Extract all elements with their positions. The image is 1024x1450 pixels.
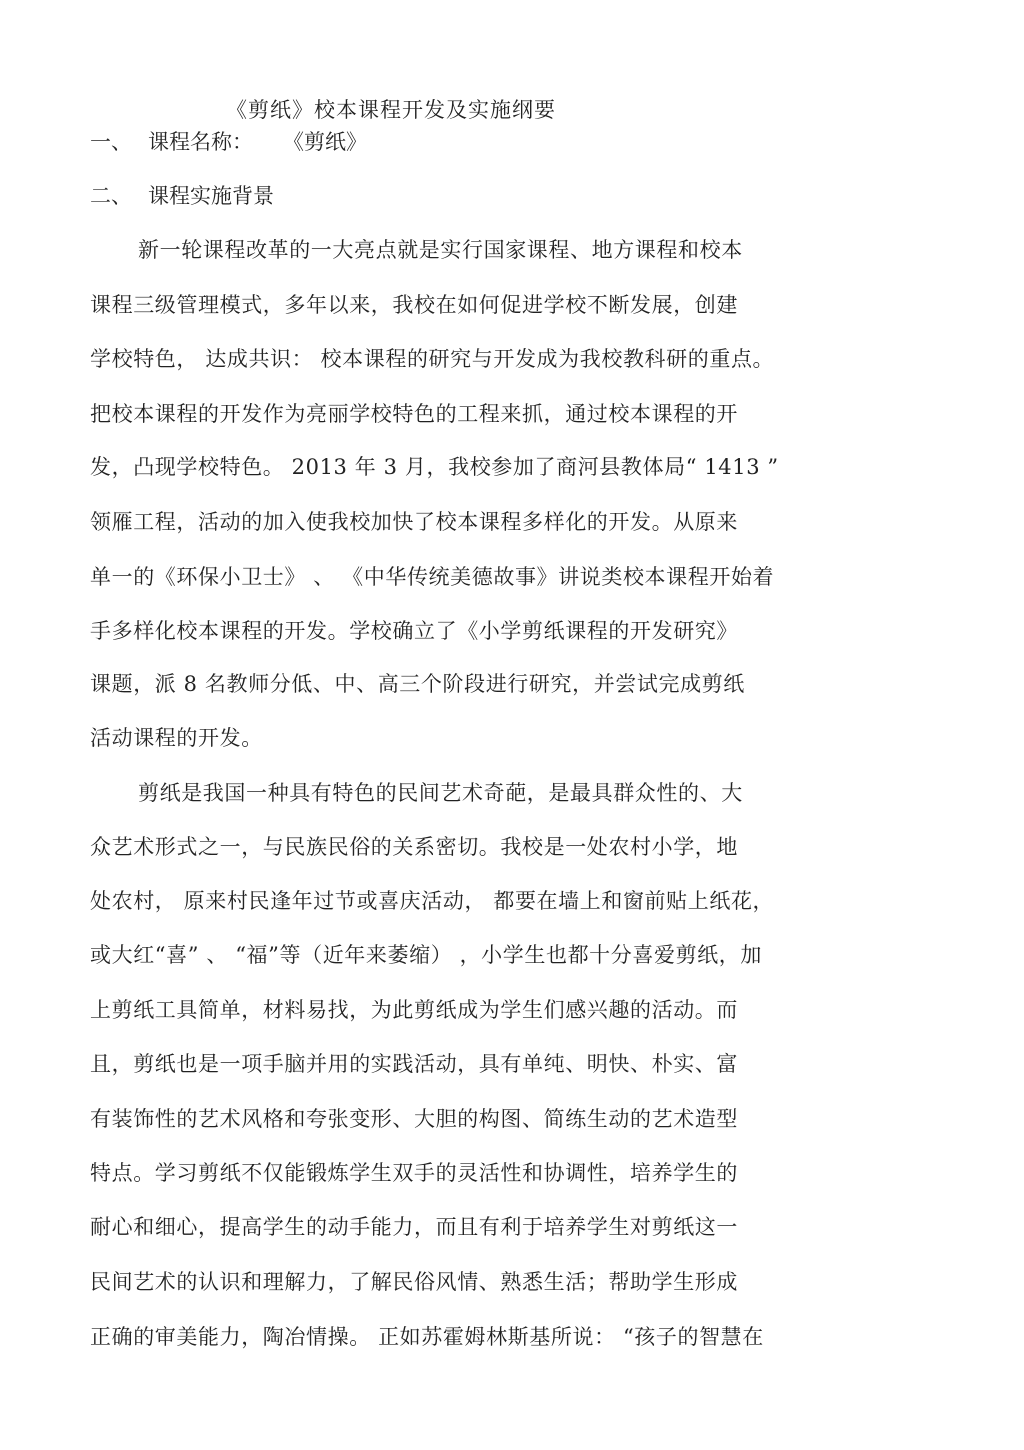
paragraph-line: 剪纸是我国一种具有特色的民间艺术奇葩，是最具群众性的、大: [138, 781, 743, 805]
paragraph-line: 手多样化校本课程的开发。学校确立了《小学剪纸课程的开发研究》: [90, 619, 738, 643]
paragraph-line: 正确的审美能力，陶冶情操。 正如苏霍姆林斯基所说： “孩子的智慧在: [90, 1325, 764, 1349]
paragraph-line: 众艺术形式之一，与民族民俗的关系密切。我校是一处农村小学，地: [90, 835, 738, 859]
paragraph-line: 新一轮课程改革的一大亮点就是实行国家课程、地方课程和校本: [138, 238, 743, 262]
paragraph-line: 有装饰性的艺术风格和夸张变形、大胆的构图、简练生动的艺术造型: [90, 1107, 738, 1131]
section-number: 一、: [90, 130, 132, 154]
paragraph-line: 活动课程的开发。: [90, 726, 263, 750]
document-title: 《剪纸》校本课程开发及实施纲要: [226, 98, 556, 122]
section-number: 二、: [90, 184, 132, 208]
section-label: 课程名称：: [148, 130, 253, 154]
course-name-value: 《剪纸》: [283, 130, 367, 154]
paragraph-line: 耐心和细心，提高学生的动手能力，而且有利于培养学生对剪纸这一: [90, 1215, 738, 1239]
section-heading-background: [90, 180, 274, 210]
paragraph-line: 民间艺术的认识和理解力，了解民俗风情、熟悉生活；帮助学生形成: [90, 1270, 738, 1294]
section-label: 课程实施背景: [148, 184, 274, 208]
paragraph-line: 且，剪纸也是一项手脑并用的实践活动，具有单纯、明快、朴实、富: [90, 1052, 738, 1076]
paragraph-line: 上剪纸工具简单，材料易找，为此剪纸成为学生们感兴趣的活动。而: [90, 998, 738, 1022]
paragraph-line: 单一的《环保小卫士》 、 《中华传统美德故事》讲说类校本课程开始着: [90, 565, 775, 589]
paragraph-line: 课程三级管理模式，多年以来，我校在如何促进学校不断发展，创建: [90, 293, 738, 317]
paragraph-line: 处农村， 原来村民逢年过节或喜庆活动， 都要在墙上和窗前贴上纸花，: [90, 889, 775, 913]
paragraph-line: 学校特色， 达成共识： 校本课程的研究与开发成为我校教科研的重点。: [90, 347, 775, 371]
paragraph-line: 或大红“喜” 、 “福”等（近年来萎缩） ，小学生也都十分喜爱剪纸，加: [90, 943, 762, 967]
paragraph-line: 课题，派 8 名教师分低、中、高三个阶段进行研究，并尝试完成剪纸: [90, 672, 745, 696]
paragraph-line: 发，凸现学校特色。 2013 年 3 月，我校参加了商河县教体局“ 1413 ”: [90, 455, 779, 479]
section-heading-course-name: [90, 126, 367, 156]
paragraph-line: 特点。学习剪纸不仅能锻炼学生双手的灵活性和协调性，培养学生的: [90, 1161, 738, 1185]
paragraph-line: 领雁工程，活动的加入使我校加快了校本课程多样化的开发。从原来: [90, 510, 738, 534]
paragraph-line: 把校本课程的开发作为亮丽学校特色的工程来抓，通过校本课程的开: [90, 402, 738, 426]
